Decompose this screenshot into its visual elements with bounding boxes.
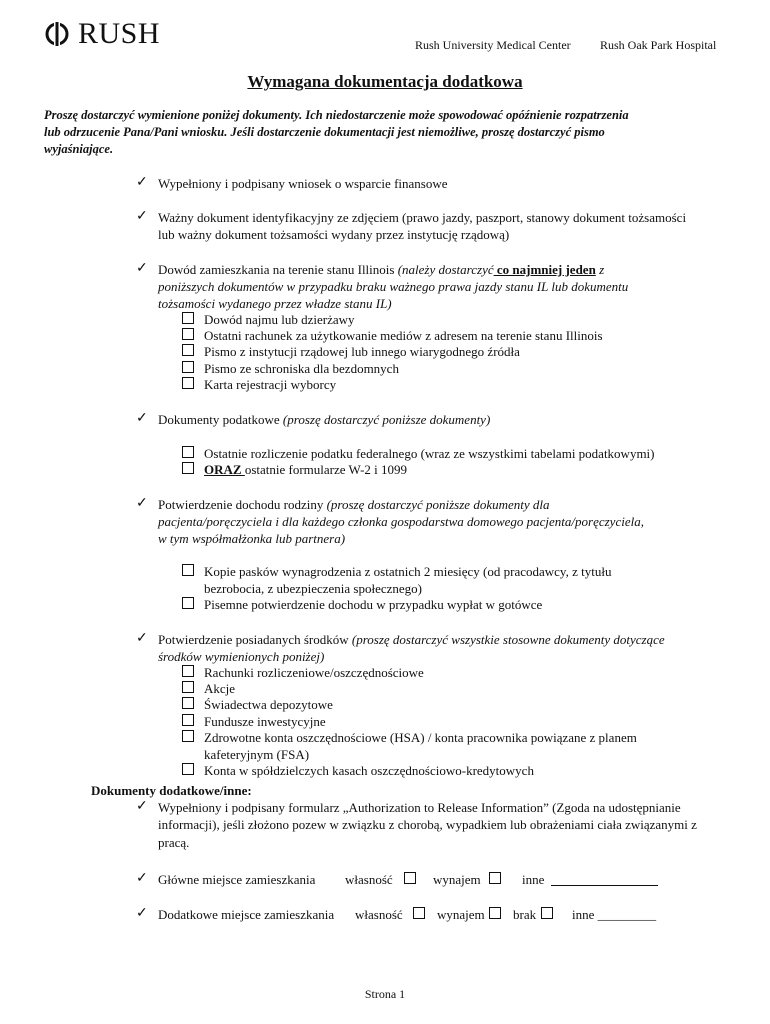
own-label: własność: [345, 872, 393, 887]
additional-release-line3: pracą.: [158, 835, 190, 850]
checkmark-icon: ✓: [136, 799, 148, 814]
checkbox[interactable]: [182, 730, 194, 742]
checkbox[interactable]: [182, 665, 194, 677]
additional-release-line1: Wypełniony i podpisany formularz „Authorization to Release Information” (Zgoda na udostępnianie: [158, 800, 681, 815]
item-residence-line1: [158, 261, 604, 278]
checkmark-icon: ✓: [136, 496, 148, 511]
checkbox[interactable]: [182, 462, 194, 474]
option-lease: Dowód najmu lub dzierżawy: [204, 312, 355, 327]
option-pay-stubs-line2: bezrobocia, z ubezpieczenia społecznego): [204, 581, 422, 596]
option-shelter-letter: Pismo ze schroniska dla bezdomnych: [204, 361, 399, 376]
option-voter-card: Karta rejestracji wyborcy: [204, 377, 337, 392]
rent-label: wynajem: [437, 907, 485, 922]
other-label: [572, 906, 656, 923]
option-hsa-line2: kafeteryjnym (FSA): [204, 747, 310, 762]
item-id-line2: lub ważny dokument tożsamości wydany przez instytucję rządową): [158, 227, 510, 242]
rent-label: wynajem: [433, 872, 481, 887]
intro-text: [44, 107, 724, 158]
checkbox[interactable]: [182, 328, 194, 340]
rent-checkbox[interactable]: [489, 907, 501, 919]
checkbox[interactable]: [182, 377, 194, 389]
text: ostatnie formularze W-2 i 1099: [244, 462, 408, 477]
item-income-line3: w tym współmałżonka lub partnera): [158, 531, 346, 546]
option-w2: [204, 461, 407, 478]
text: Dokumenty podatkowe: [158, 412, 283, 427]
other-input-line[interactable]: _________: [597, 907, 657, 922]
rush-logo: [44, 18, 160, 50]
own-label: własność: [355, 907, 403, 922]
section-heading-additional: Dokumenty dodatkowe/inne:: [91, 783, 252, 798]
checkbox[interactable]: [182, 344, 194, 356]
text: Potwierdzenie posiadanych środków: [158, 632, 352, 647]
option-funds: Fundusze inwestycyjne: [204, 714, 326, 729]
option-accounts: Rachunki rozliczeniowe/oszczędnościowe: [204, 665, 424, 680]
item-id-line1: Ważny dokument identyfikacyjny ze zdjęciem (prawo jazdy, paszport, stanowy dokument tożsamości: [158, 210, 687, 225]
item-assets-line1: [158, 631, 665, 648]
text-emphasis: ORAZ: [204, 462, 245, 477]
extra-residence-label: Dodatkowe miejsce zamieszkania: [158, 907, 335, 922]
checkbox[interactable]: [182, 763, 194, 775]
checkbox[interactable]: [182, 312, 194, 324]
text: Dowód zamieszkania na terenie stanu Illinois: [158, 262, 398, 277]
rush-logo-icon: [44, 21, 74, 47]
item-income-line1: [158, 496, 550, 513]
checkbox[interactable]: [182, 361, 194, 373]
page-title: Wymagana dokumentacja dodatkowa: [247, 72, 523, 91]
option-credit-union: Konta w spółdzielczych kasach oszczędnościowo-kredytowych: [204, 763, 534, 778]
option-tax-return: Ostatnie rozliczenie podatku federalnego (wraz ze wszystkimi tabelami podatkowymi): [204, 446, 655, 461]
text-italic: z: [595, 262, 605, 277]
text-italic: (proszę dostarczyć poniższe dokumenty): [282, 412, 491, 427]
additional-release-line2: informacji), jeśli złożono pozew w związku z chorobą, wypadkiem lub obrażeniami ciała związanymi z: [158, 817, 697, 832]
item-residence-line3: tożsamości wydanego przez władze stanu IL): [158, 296, 392, 311]
option-cash-income: Pisemne potwierdzenie dochodu w przypadku wypłat w gotówce: [204, 597, 543, 612]
intro-line: wyjaśniające.: [44, 142, 114, 156]
none-checkbox[interactable]: [541, 907, 553, 919]
item-application: Wypełniony i podpisany wniosek o wsparcie finansowe: [158, 176, 448, 191]
item-income-line2: pacjenta/poręczyciela i dla każdego członka gospodarstwa domowego pacjenta/poręczyciela,: [158, 514, 644, 529]
rent-checkbox[interactable]: [489, 872, 501, 884]
item-residence-line2: poniższych dokumentów w przypadku braku ważnego prawa jazdy stanu IL lub dokumentu: [158, 279, 629, 294]
intro-line: Proszę dostarczyć wymienione poniżej dokumenty. Ich niedostarczenie może spowodować opóźnienie rozpatrzenia: [44, 108, 629, 122]
checkbox[interactable]: [182, 714, 194, 726]
text-italic: (należy dostarczyć: [397, 262, 494, 277]
page-number: Strona 1: [364, 987, 406, 1001]
option-hsa-line1: Zdrowotne konta oszczędnościowe (HSA) / konta pracownika powiązane z planem: [204, 730, 637, 745]
checkmark-icon: ✓: [136, 411, 148, 426]
item-tax: [158, 411, 490, 428]
item-assets-line2: środków wymienionych poniżej): [158, 649, 325, 664]
logo-text: RUSH: [78, 17, 161, 50]
checkmark-icon: ✓: [136, 906, 148, 921]
option-pay-stubs-line1: Kopie pasków wynagrodzenia z ostatnich 2 miesięcy (od pracodawcy, z tytułu: [204, 564, 612, 579]
option-utility-bill: Ostatni rachunek za użytkowanie mediów z adresem na terenie stanu Illinois: [204, 328, 603, 343]
checkbox[interactable]: [182, 681, 194, 693]
option-cd: Świadectwa depozytowe: [204, 697, 333, 712]
own-checkbox[interactable]: [404, 872, 416, 884]
text: inne: [572, 907, 595, 922]
intro-line: lub odrzucenie Pana/Pani wniosku. Jeśli dostarczenie dokumentacji jest niemożliwe, proszę dostarczyć pismo: [44, 125, 605, 139]
text-emphasis: co najmniej jeden: [493, 262, 596, 277]
text: Potwierdzenie dochodu rodziny: [158, 497, 327, 512]
other-label: inne: [522, 872, 545, 887]
other-input-line[interactable]: [551, 871, 658, 886]
checkbox[interactable]: [182, 446, 194, 458]
option-gov-letter: Pismo z instytucji rządowej lub innego wiarygodnego źródła: [204, 344, 520, 359]
none-label: brak: [513, 907, 537, 922]
checkmark-icon: ✓: [136, 261, 148, 276]
checkmark-icon: ✓: [136, 209, 148, 224]
main-residence-label: Główne miejsce zamieszkania: [158, 872, 316, 887]
checkmark-icon: ✓: [136, 631, 148, 646]
text-italic: (proszę dostarczyć wszystkie stosowne dokumenty dotyczące: [351, 632, 665, 647]
checkbox[interactable]: [182, 697, 194, 709]
header-ropc: Rush Oak Park Hospital: [600, 38, 717, 52]
checkbox[interactable]: [182, 597, 194, 609]
option-stocks: Akcje: [204, 681, 236, 696]
checkmark-icon: ✓: [136, 175, 148, 190]
own-checkbox[interactable]: [413, 907, 425, 919]
header-rumc: Rush University Medical Center: [415, 38, 571, 52]
checkbox[interactable]: [182, 564, 194, 576]
checkmark-icon: ✓: [136, 871, 148, 886]
text-italic: (proszę dostarczyć poniższe dokumenty dla: [326, 497, 550, 512]
